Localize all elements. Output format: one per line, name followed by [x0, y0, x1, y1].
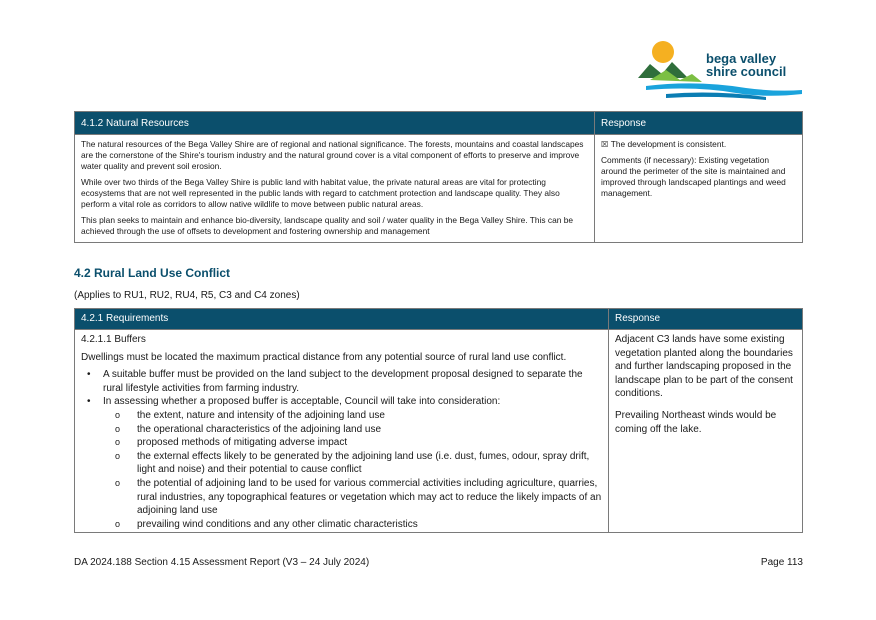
table-row: [75, 330, 803, 533]
checked-checkbox-icon: ☒: [601, 139, 609, 149]
considerations-list: [81, 409, 602, 531]
table2-response-cell: [609, 330, 803, 533]
footer-page-number: Page 113: [760, 557, 803, 568]
section-title: 4.2 Rural Land Use Conflict: [74, 266, 231, 280]
list-item: o the external effects likely to be generated by the adjoining land use (i.e. dust, fumes, odour, spray drift, light and noise) and their potential to cause conflict: [137, 450, 602, 477]
rural-land-use-table: [74, 308, 803, 533]
list-item-text: In assessing whether a proposed buffer is acceptable, Council will take into consideration:: [103, 396, 501, 408]
logo-wordmark: [706, 52, 786, 78]
list-item: [103, 395, 602, 409]
list-item: o the potential of adjoining land to be used for various commercial activities including agriculture, quarries, rural industries, any topographical features or vegetation which may act to reduce the likely impacts of an adjoining land use: [137, 477, 602, 518]
list-item: • A suitable buffer must be provided on the land subject to the development proposal designed to separate the rural lifestyle activities from farming industry.: [103, 368, 602, 395]
consistency-statement: [601, 139, 796, 150]
table1-response-cell: [595, 135, 803, 243]
consistency-text: The development is consistent.: [610, 139, 727, 149]
paragraph: This plan seeks to maintain and enhance bio-diversity, landscape quality and soil / water quality in the Bega Valley Shire. This can be achieved through the use of offsets to development and fostering ownership and management: [81, 215, 574, 236]
table2-header-response: Response: [609, 309, 803, 330]
natural-resources-table: [74, 111, 803, 243]
list-item: o the extent, nature and intensity of the adjoining land use: [137, 409, 602, 423]
comments-text: Comments (if necessary): Existing vegetation around the perimeter of the site is maintained and improved through landscaped plantings and weed management.: [601, 155, 786, 198]
logo-line-1: bega valley: [706, 51, 777, 66]
table1-header-requirement: 4.1.2 Natural Resources: [75, 112, 595, 135]
sun-shape: [652, 41, 674, 63]
logo-line-2: shire council: [706, 64, 787, 79]
response-paragraph: Adjacent C3 lands have some existing vegetation planted along the boundaries and further landscaping proposed in the landscape plan to be part of the consent conditions.: [615, 334, 793, 400]
table1-requirement-cell: [75, 135, 595, 243]
list-item: o prevailing wind conditions and any other climatic characteristics: [137, 518, 602, 532]
paragraph: While over two thirds of the Bega Valley Shire is public land with habitat value, the private natural areas are vital for protecting ecosystems that are not well represented in the public lands with regard to catchment protection and landscape quality. They also perform a vital role as corridors to allow native wildlife to move between public natural areas.: [81, 177, 560, 209]
buffers-subheading: 4.2.1.1 Buffers: [81, 334, 146, 345]
list-item: o the operational characteristics of the adjoining land use: [137, 423, 602, 437]
buffers-intro: Dwellings must be located the maximum practical distance from any potential source of rural land use conflict.: [81, 351, 567, 363]
requirements-list: [81, 368, 602, 409]
table2-header-requirements: 4.2.1 Requirements: [75, 309, 609, 330]
paragraph: The natural resources of the Bega Valley Shire are of regional and national significance. The forests, mountains and coastal landscapes are the cornerstone of the Shire's tourism industry and the natural ground cover is a vital component of efforts to preserve and improve water quality and prevent soil erosion.: [81, 139, 584, 171]
list-item: o proposed methods of mitigating adverse impact: [137, 436, 602, 450]
table1-header-response: Response: [595, 112, 803, 135]
table2-requirement-cell: [75, 330, 609, 533]
applies-note: (Applies to RU1, RU2, RU4, R5, C3 and C4 zones): [74, 290, 300, 301]
table-row: [75, 135, 803, 243]
response-paragraph: Prevailing Northeast winds would be coming off the lake.: [615, 409, 777, 435]
footer-document-reference: DA 2024.188 Section 4.15 Assessment Report (V3 – 24 July 2024): [74, 557, 370, 568]
